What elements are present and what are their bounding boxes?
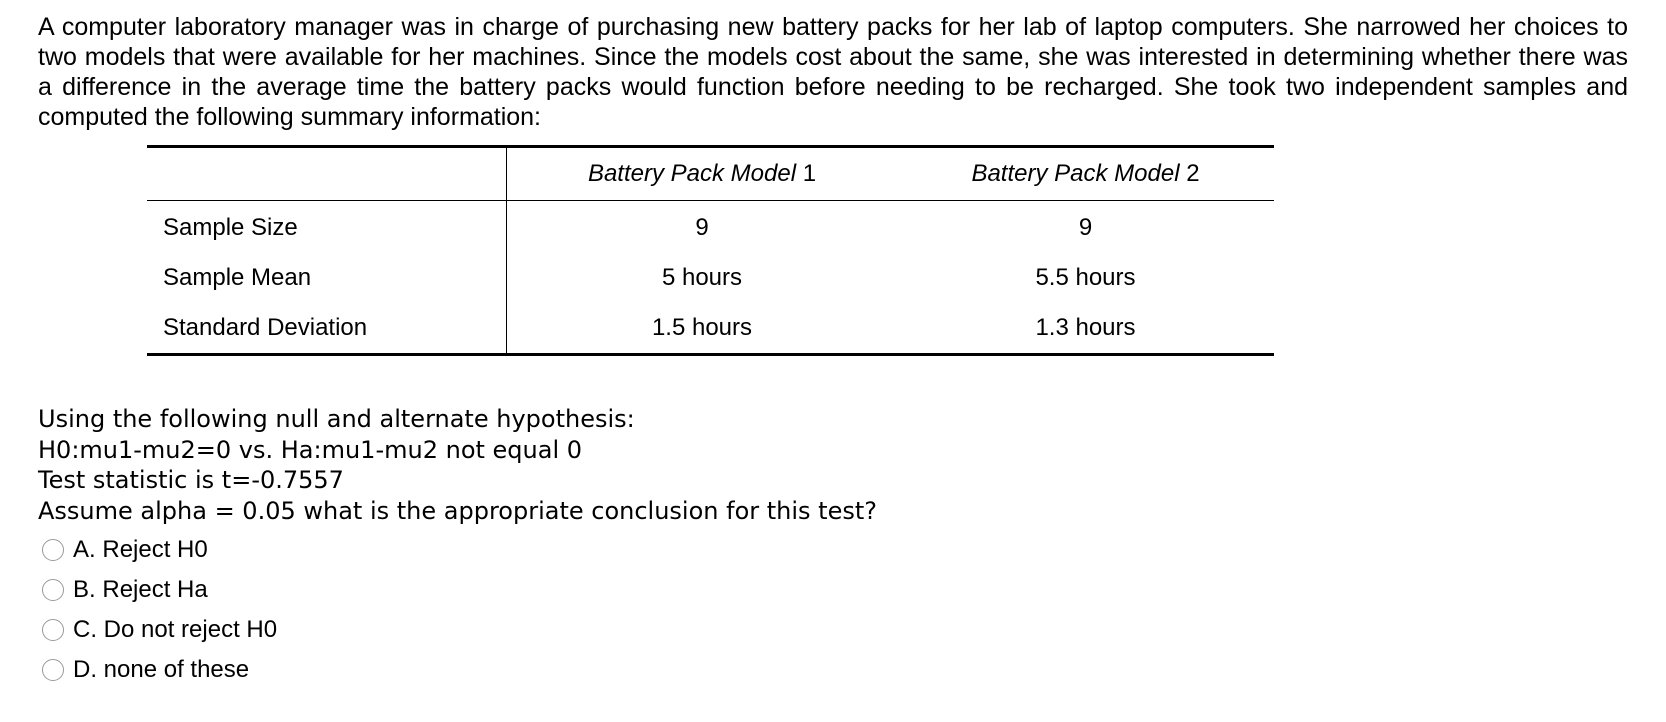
answer-options	[42, 530, 277, 690]
option-a[interactable]	[42, 530, 277, 570]
test-statistic-text: Test statistic is t=-0.7557	[38, 466, 344, 494]
hypotheses-text: H0:mu1-mu2=0 vs. Ha:mu1-mu2 not equal 0	[38, 435, 583, 464]
hypothesis-block	[38, 404, 877, 526]
radio-button[interactable]	[42, 619, 64, 641]
table-row	[147, 303, 1274, 355]
option-letter: D.	[73, 656, 97, 683]
question-intro: A computer laboratory manager was in charge of purchasing new battery packs for her lab of laptop computers. She narrowed her choices to two models that were available for her machines. Since the models cost about the same, she was interested in determining whether there was a difference in the average time the battery packs would function before needing to be recharged. She took two independent samples and computed the following summary information:	[38, 13, 1628, 131]
table-cell: 9	[695, 214, 709, 241]
column-header-model-2: Battery Pack Model 2	[971, 160, 1200, 187]
table-cell: 5 hours	[661, 264, 743, 291]
row-label: Sample Mean	[147, 253, 507, 303]
option-b[interactable]	[42, 570, 277, 610]
table-cell: 9	[1078, 214, 1093, 241]
question-prompt: Assume alpha = 0.05 what is the appropriate conclusion for this test?	[38, 496, 877, 525]
radio-button[interactable]	[42, 579, 64, 601]
option-letter: C.	[73, 616, 97, 643]
table-corner-cell	[147, 147, 507, 201]
option-letter: A.	[73, 536, 96, 563]
summary-table	[147, 145, 1274, 356]
column-header-model-1: Battery Pack Model 1	[587, 160, 817, 187]
table-header-row	[147, 147, 1274, 201]
option-text: Reject Ha	[102, 576, 208, 603]
option-c[interactable]	[42, 610, 277, 650]
option-d[interactable]	[42, 650, 277, 690]
radio-button[interactable]	[42, 659, 64, 681]
option-text: none of these	[103, 656, 250, 683]
option-text: Do not reject H0	[103, 616, 278, 643]
table-row	[147, 201, 1274, 254]
table-row	[147, 253, 1274, 303]
option-letter: B.	[73, 576, 96, 603]
table-cell: 1.3 hours	[1035, 314, 1136, 341]
radio-button[interactable]	[42, 539, 64, 561]
row-label: Standard Deviation	[147, 303, 507, 355]
table-cell: 5.5 hours	[1035, 264, 1136, 291]
hypothesis-intro: Using the following null and alternate hypothesis:	[38, 405, 635, 433]
table-cell: 1.5 hours	[651, 314, 753, 341]
row-label: Sample Size	[147, 201, 507, 254]
option-text: Reject H0	[102, 536, 208, 563]
